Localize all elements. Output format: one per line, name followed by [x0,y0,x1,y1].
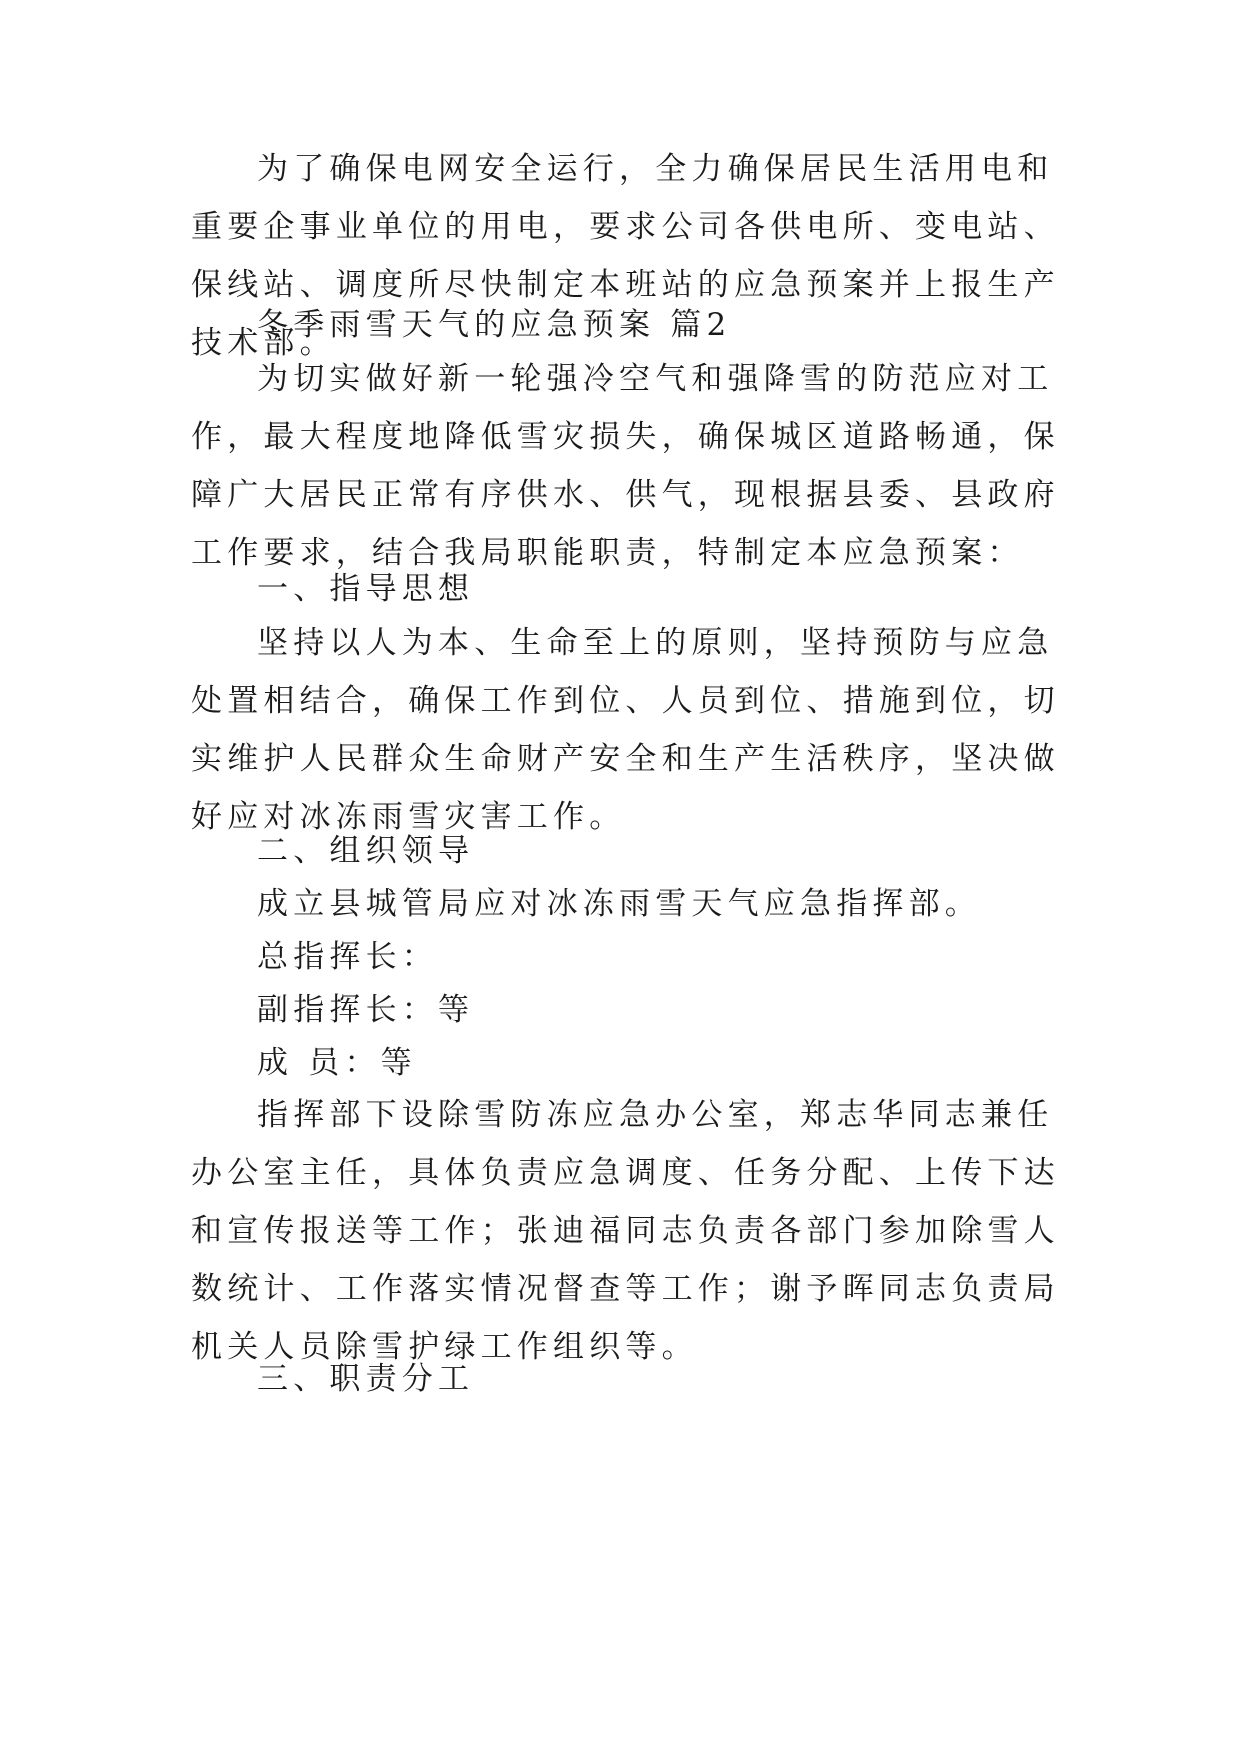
heading-organization: 二、组织领导 [257,833,475,869]
section-title-part2: 冬季雨雪天气的应急预案 篇2 [257,307,732,343]
paragraph-deputy-commander: 副指挥长：等 [257,992,475,1028]
paragraph-principles: 坚持以人为本、生命至上的原则，坚持预防与应急处置相结合，确保工作到位、人员到位、措施到位，切实维护人民群众生命财产安全和生产生活秩序，坚决做好应对冰冻雨雪灾害工作。 [191,625,1060,835]
heading-responsibilities: 三、职责分工 [257,1361,475,1397]
paragraph-intro: 为切实做好新一轮强冷空气和强降雪的防范应对工作，最大程度地降低雪灾损失，确保城区道路畅通，保障广大居民正常有序供水、供气，现根据县委、县政府工作要求，结合我局职能职责，特制定本应急预案： [191,361,1060,571]
paragraph-members: 成 员：等 [257,1045,417,1081]
paragraph-chief-commander: 总指挥长： [257,939,438,975]
paragraph-office-duties: 指挥部下设除雪防冻应急办公室，郑志华同志兼任办公室主任，具体负责应急调度、任务分配、上传下达和宣传报送等工作；张迪福同志负责各部门参加除雪人数统计、工作落实情况督查等工作；谢予晖同志负责局机关人员除雪护绿工作组织等。 [191,1097,1060,1365]
paragraph-command-center: 成立县城管局应对冰冻雨雪天气应急指挥部。 [257,886,981,922]
paragraph-power-grid: 为了确保电网安全运行，全力确保居民生活用电和重要企事业单位的用电，要求公司各供电所、变电站、保线站、调度所尽快制定本班站的应急预案并上报生产技术部。 [191,151,1060,361]
heading-guiding-thought: 一、指导思想 [257,571,475,607]
